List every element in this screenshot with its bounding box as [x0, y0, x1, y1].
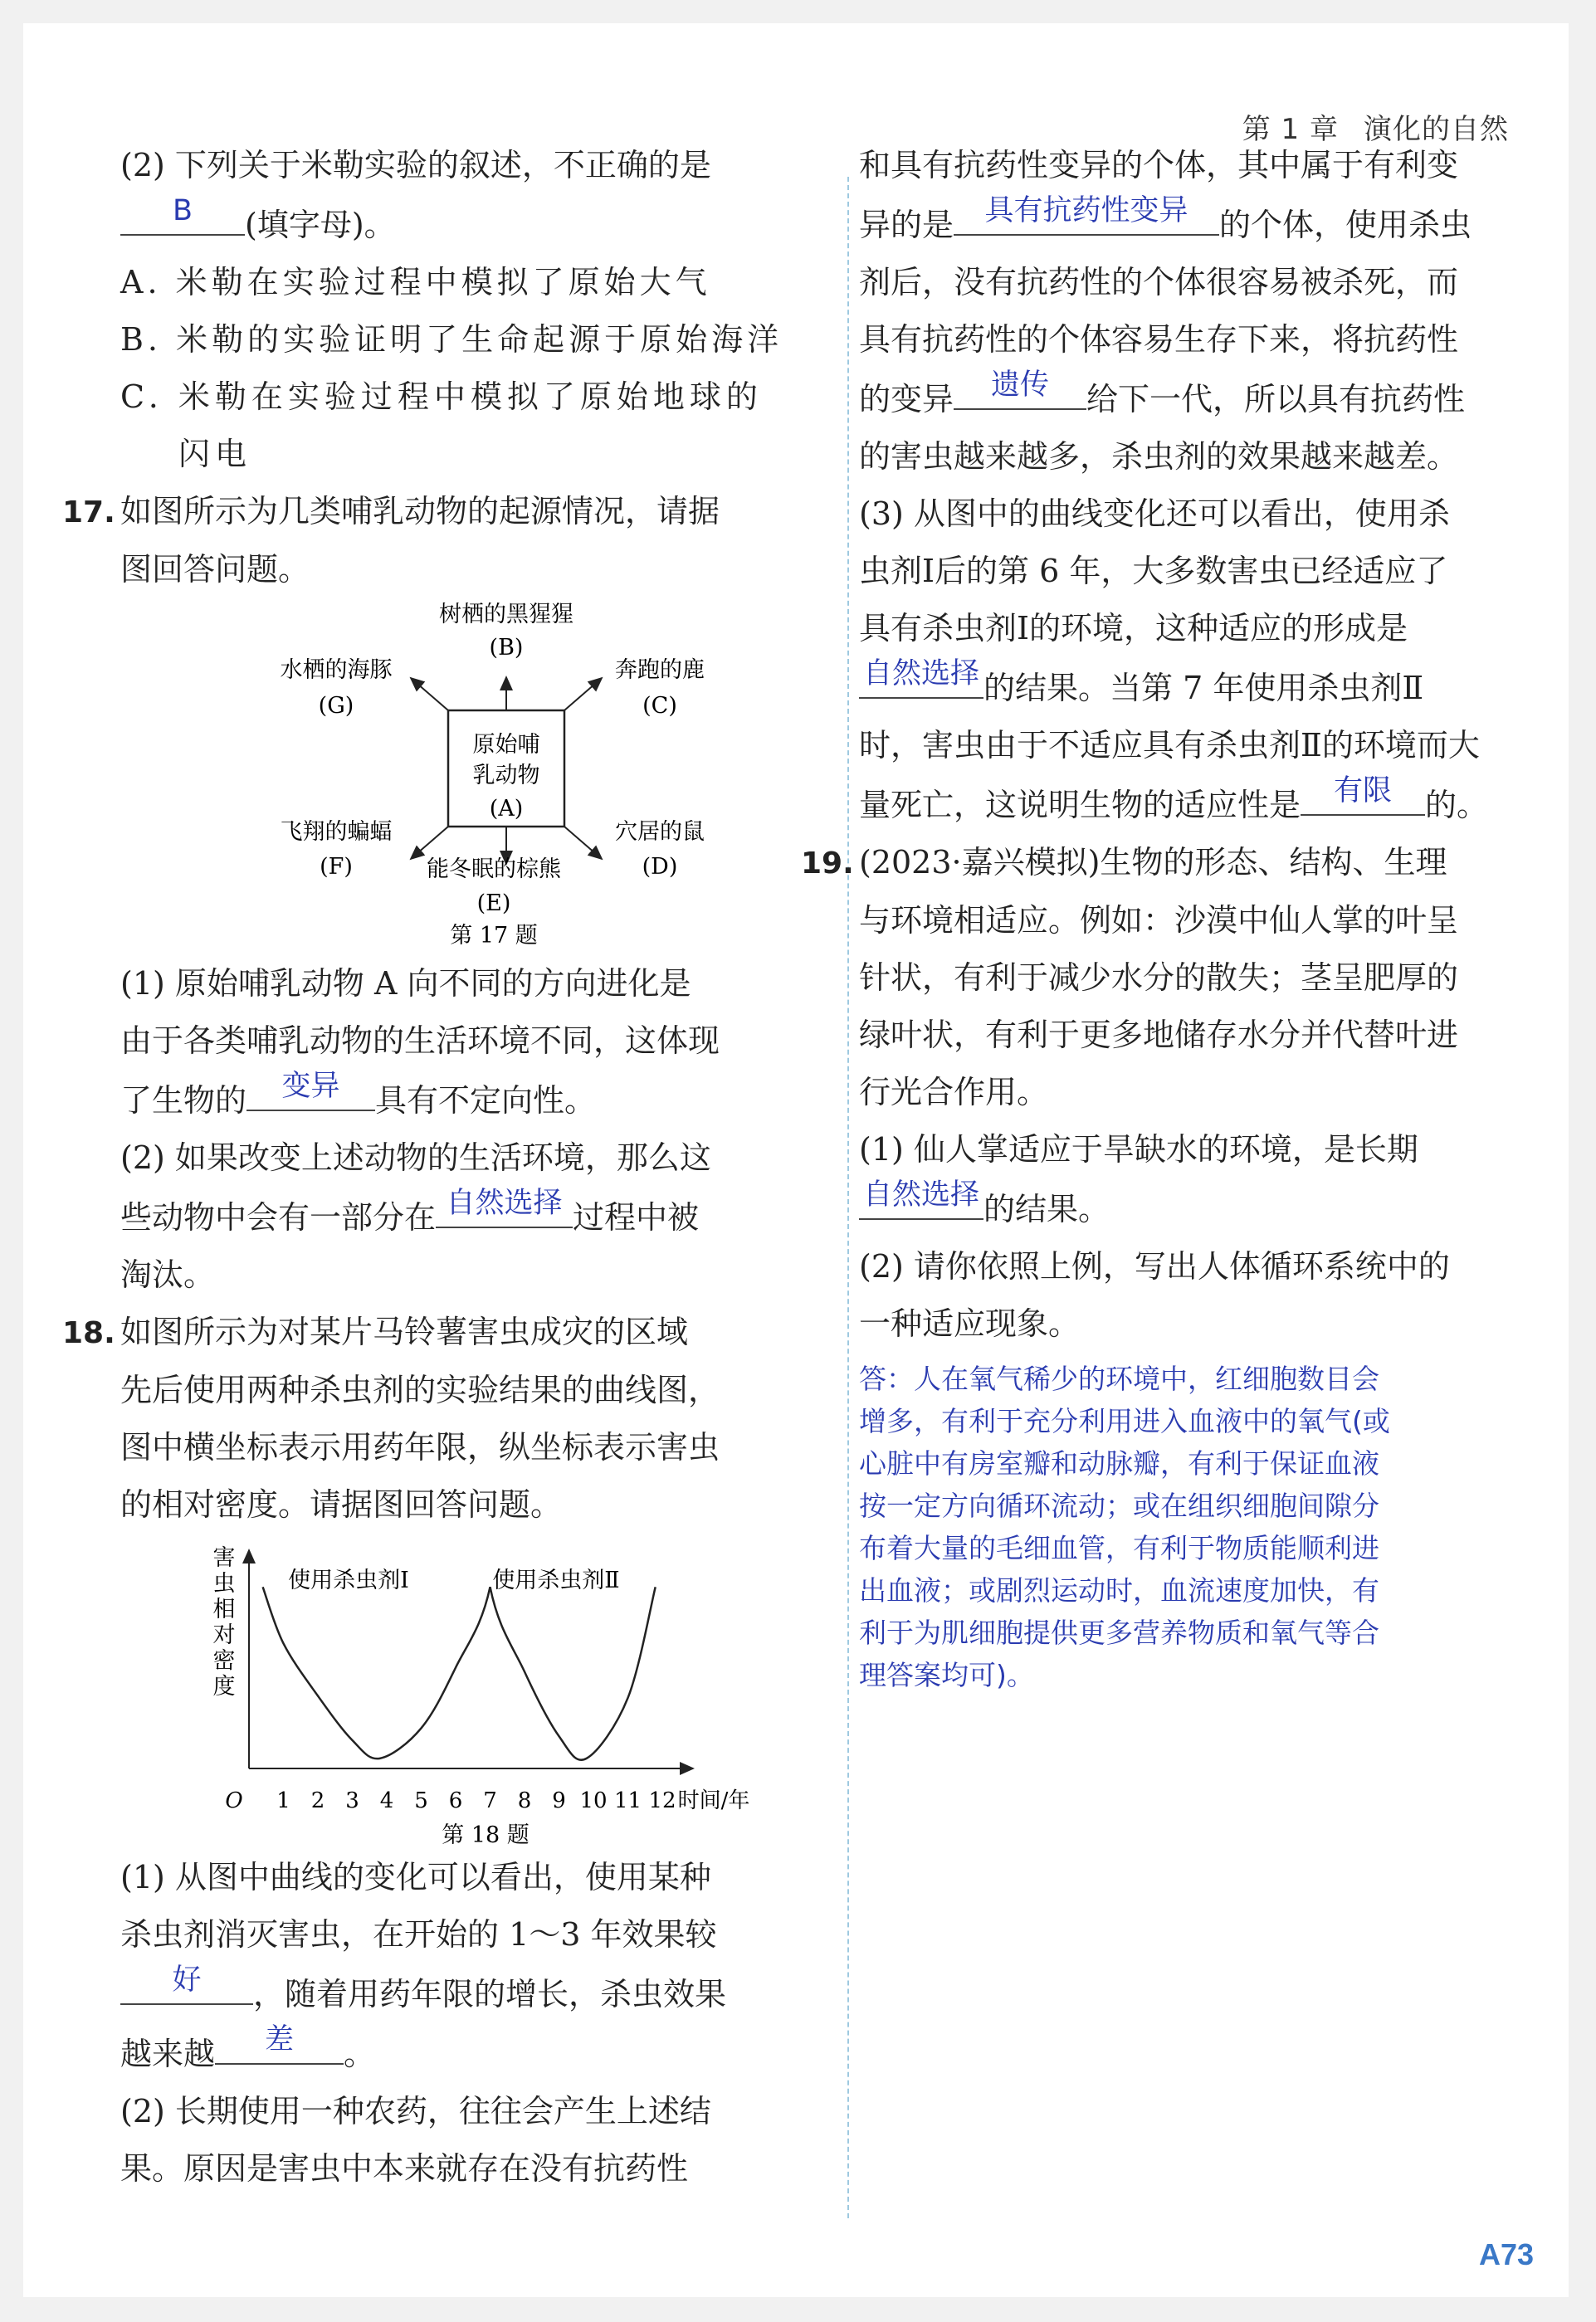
x-tick-label: 2	[310, 1788, 325, 1813]
y-label-char: 虫	[212, 1571, 236, 1597]
q19-stem-cont: 行光合作用。	[859, 1074, 1049, 1110]
y-label-char: 密	[212, 1648, 236, 1674]
handwritten-answer: 差	[265, 2023, 295, 2056]
answer-blank	[120, 194, 245, 236]
x-tick-label: 12	[648, 1788, 676, 1813]
label-e: (E)	[476, 890, 511, 916]
x-tick-label: 10	[579, 1788, 608, 1813]
answer-line: 心脏中有房室瓣和动脉瓣，有利于保证血液	[859, 1447, 1379, 1480]
label-d-name: 穴居的鼠	[615, 819, 705, 845]
answer-line: 答：人在氧气稀少的环境中，红细胞数目会	[859, 1363, 1379, 1395]
answer-blank	[954, 368, 1086, 410]
center-label-2: 乳动物	[472, 763, 540, 788]
q17-1-line3: 了生物的 变异 具有不定向性。	[120, 1070, 797, 1129]
question-number: 17.	[62, 495, 115, 529]
q19-1-line2: 自然选择 的结果。	[859, 1178, 1523, 1238]
x-tick-label: 1	[276, 1788, 290, 1813]
q17-1-line1: (1) 原始哺乳动物 A 向不同的方向进化是	[120, 965, 691, 1002]
question-number: 19.	[801, 846, 854, 881]
handwritten-answer: 变异	[281, 1070, 340, 1103]
x-tick-label: 3	[345, 1788, 359, 1813]
y-label-char: 度	[212, 1674, 236, 1700]
handwritten-answer: 好	[172, 1963, 202, 1997]
q17-stem: 17. 如图所示为几类哺乳动物的起源情况，请据	[62, 483, 797, 541]
q18-2-cont: 具有抗药性的个体容易生存下来，将抗药性	[859, 321, 1459, 358]
q18-stem: 18. 如图所示为对某片马铃薯害虫成灾的区域	[62, 1304, 797, 1362]
label-d: (D)	[642, 854, 678, 880]
q19-stem-cont: 绿叶状，有利于更多地储存水分并代替叶进	[859, 1017, 1459, 1053]
q19-1-line1: (1) 仙人掌适应于旱缺水的环境，是长期	[859, 1131, 1418, 1168]
answer-blank	[859, 1178, 983, 1220]
chapter-title: 演化的自然	[1364, 113, 1509, 146]
center-label-3: (A)	[489, 796, 524, 822]
answer-line: 理答案均可)。	[859, 1659, 1034, 1691]
mammal-origin-diagram	[120, 598, 797, 955]
right-column	[801, 137, 1523, 1696]
q18-3-line1: (3) 从图中的曲线变化还可以看出，使用杀	[859, 495, 1450, 532]
q18-1-line2: 杀虫剂消灭害虫，在开始的 1～3 年效果较	[120, 1916, 717, 1953]
label-g-name: 水栖的海豚	[280, 657, 393, 683]
q18-1-line4: 越来越 差 。	[120, 2023, 797, 2083]
figure-17-caption: 第 17 题	[450, 923, 538, 949]
arrow-up-left	[411, 678, 448, 710]
answer-blank	[954, 194, 1219, 236]
option-a: A. 米勒在实验过程中模拟了原始大气	[120, 264, 711, 300]
q19-stem-cont: 针状，有利于减少水分的散失；茎呈肥厚的	[859, 959, 1459, 996]
handwritten-answer: 自然选择	[862, 657, 979, 690]
answer-blank	[1301, 774, 1425, 816]
label-e-name: 能冬眠的棕熊	[427, 856, 561, 882]
x-tick-label: 11	[613, 1788, 642, 1813]
q18-3-line4: 自然选择 的结果。当第 7 年使用杀虫剂Ⅱ	[859, 657, 1523, 717]
label-f-name: 飞翔的蝙蝠	[280, 819, 393, 845]
q18-2-cont: 剂后，没有抗药性的个体很容易被杀死，而	[859, 264, 1459, 300]
page-number: A73	[1478, 2237, 1534, 2271]
density-curve	[263, 1587, 656, 1759]
y-label-char: 相	[212, 1597, 236, 1622]
q18-1-line1: (1) 从图中曲线的变化可以看出，使用某种	[120, 1859, 711, 1895]
option-c: C. 米勒在实验过程中模拟了原始地球的	[120, 378, 763, 415]
handwritten-answer: 遗传	[991, 368, 1050, 402]
figure-17	[120, 598, 797, 955]
q18-2-line1: (2) 长期使用一种农药，往往会产生上述结	[120, 2093, 711, 2129]
q18-3-line2: 虫剂Ⅰ后的第 6 年，大多数害虫已经适应了	[859, 553, 1448, 589]
answer-blank	[215, 2023, 344, 2065]
q18-2-cont-blank: 异的是 具有抗药性变异 的个体，使用杀虫	[859, 194, 1523, 254]
column-divider	[847, 177, 849, 2218]
figure-18-caption: 第 18 题	[442, 1822, 530, 1848]
q18-2-cont: 和具有抗药性变异的个体，其中属于有利变	[859, 147, 1459, 183]
q18-3-line3: 具有杀虫剂Ⅰ的环境，这种适应的形成是	[859, 610, 1408, 646]
x-tick-label: 8	[517, 1788, 532, 1813]
q16-2-answer-line: B (填字母)。	[120, 194, 797, 254]
x-tick-label: 5	[414, 1788, 428, 1813]
x-tick-label: 7	[483, 1788, 497, 1813]
handwritten-answer: B	[172, 194, 193, 227]
q19-2-line2: 一种适应现象。	[859, 1305, 1081, 1342]
label-c: (C)	[642, 693, 677, 719]
q17-2-line2: 些动物中会有一部分在 自然选择 过程中被	[120, 1187, 797, 1246]
answer-line: 布着大量的毛细血管，有利于物质能顺利进	[859, 1532, 1379, 1564]
label-g: (G)	[318, 693, 354, 719]
label-f: (F)	[320, 854, 353, 880]
x-axis-label: 时间/年	[677, 1788, 750, 1813]
answer-line: 按一定方向循环流动；或在组织细胞间隙分	[859, 1490, 1379, 1522]
y-label-char: 对	[212, 1622, 236, 1648]
q18-2-line2: 果。原因是害虫中本来就存在没有抗药性	[120, 2150, 689, 2187]
label-b-name: 树栖的黑猩猩	[439, 602, 573, 627]
q18-3-line6: 量死亡，这说明生物的适应性是 有限 的。	[859, 774, 1523, 834]
y-label-char: 害	[212, 1545, 236, 1571]
x-tick-label: 4	[379, 1788, 394, 1813]
x-tick-label: 6	[448, 1788, 463, 1813]
arrow-down-left	[411, 827, 448, 859]
answer-blank	[436, 1187, 573, 1228]
handwritten-answer: 自然选择	[446, 1187, 563, 1220]
q17-stem-cont: 图回答问题。	[120, 551, 310, 588]
option-b: B. 米勒的实验证明了生命起源于原始海洋	[120, 321, 783, 358]
handwritten-answer: 有限	[1334, 774, 1393, 807]
q19-stem: 19. (2023·嘉兴模拟)生物的形态、结构、生理	[801, 834, 1523, 892]
q18-stem-cont: 图中横坐标表示用药年限，纵坐标表示害虫	[120, 1429, 720, 1466]
q18-stem-cont: 的相对密度。请据图回答问题。	[120, 1486, 563, 1523]
x-tick-label: 9	[552, 1788, 566, 1813]
origin-label: O	[225, 1788, 243, 1813]
q19-stem-cont: 与环境相适应。例如：沙漠中仙人掌的叶呈	[859, 902, 1459, 939]
q18-2-cont: 的害虫越来越多，杀虫剂的效果越来越差。	[859, 438, 1459, 475]
q17-1-line2: 由于各类哺乳动物的生活环境不同，这体现	[120, 1022, 720, 1059]
q19-2-line1: (2) 请你依照上例，写出人体循环系统中的	[859, 1248, 1450, 1285]
answer-blank	[246, 1070, 375, 1111]
q18-3-line5: 时，害虫由于不适应具有杀虫剂Ⅱ的环境而大	[859, 727, 1480, 763]
answer-blank	[120, 1963, 253, 2005]
center-label-1: 原始哺	[472, 732, 540, 758]
q17-2-line3: 淘汰。	[120, 1256, 216, 1293]
answer-blank	[859, 657, 983, 699]
q16-2-stem: (2) 下列关于米勒实验的叙述，不正确的是	[120, 147, 711, 183]
answer-line: 利于为肌细胞提供更多营养物质和氧气等合	[859, 1617, 1379, 1649]
chapter-number: 第 1 章	[1242, 113, 1339, 146]
answer-line: 出血液；或剧烈运动时，血流速度加快，有	[859, 1574, 1379, 1607]
arrow-down-right	[564, 827, 602, 859]
handwritten-answer: 自然选择	[862, 1178, 979, 1212]
y-axis-label	[213, 1545, 236, 1700]
pest-density-chart	[120, 1534, 797, 1849]
annotation-insecticide-2: 使用杀虫剂Ⅱ	[492, 1568, 620, 1593]
label-b: (B)	[489, 635, 524, 661]
question-number: 18.	[62, 1316, 115, 1350]
arrow-up-right	[564, 678, 602, 710]
figure-18	[120, 1534, 797, 1849]
q18-2-cont-blank: 的变异 遗传 给下一代，所以具有抗药性	[859, 368, 1523, 428]
annotation-insecticide-1: 使用杀虫剂Ⅰ	[288, 1568, 409, 1593]
q18-stem-cont: 先后使用两种杀虫剂的实验结果的曲线图，	[120, 1372, 720, 1408]
label-c-name: 奔跑的鹿	[615, 657, 705, 683]
handwritten-answer: 具有抗药性变异	[984, 194, 1188, 227]
left-column	[62, 137, 797, 2198]
q19-2-answer	[859, 1358, 1523, 1696]
option-c-cont: 闪电	[178, 436, 252, 472]
q18-1-line3: 好 ，随着用药年限的增长，杀虫效果	[120, 1963, 797, 2023]
answer-line: 增多，有利于充分利用进入血液中的氧气(或	[859, 1405, 1390, 1437]
q17-2-line1: (2) 如果改变上述动物的生活环境，那么这	[120, 1139, 711, 1176]
